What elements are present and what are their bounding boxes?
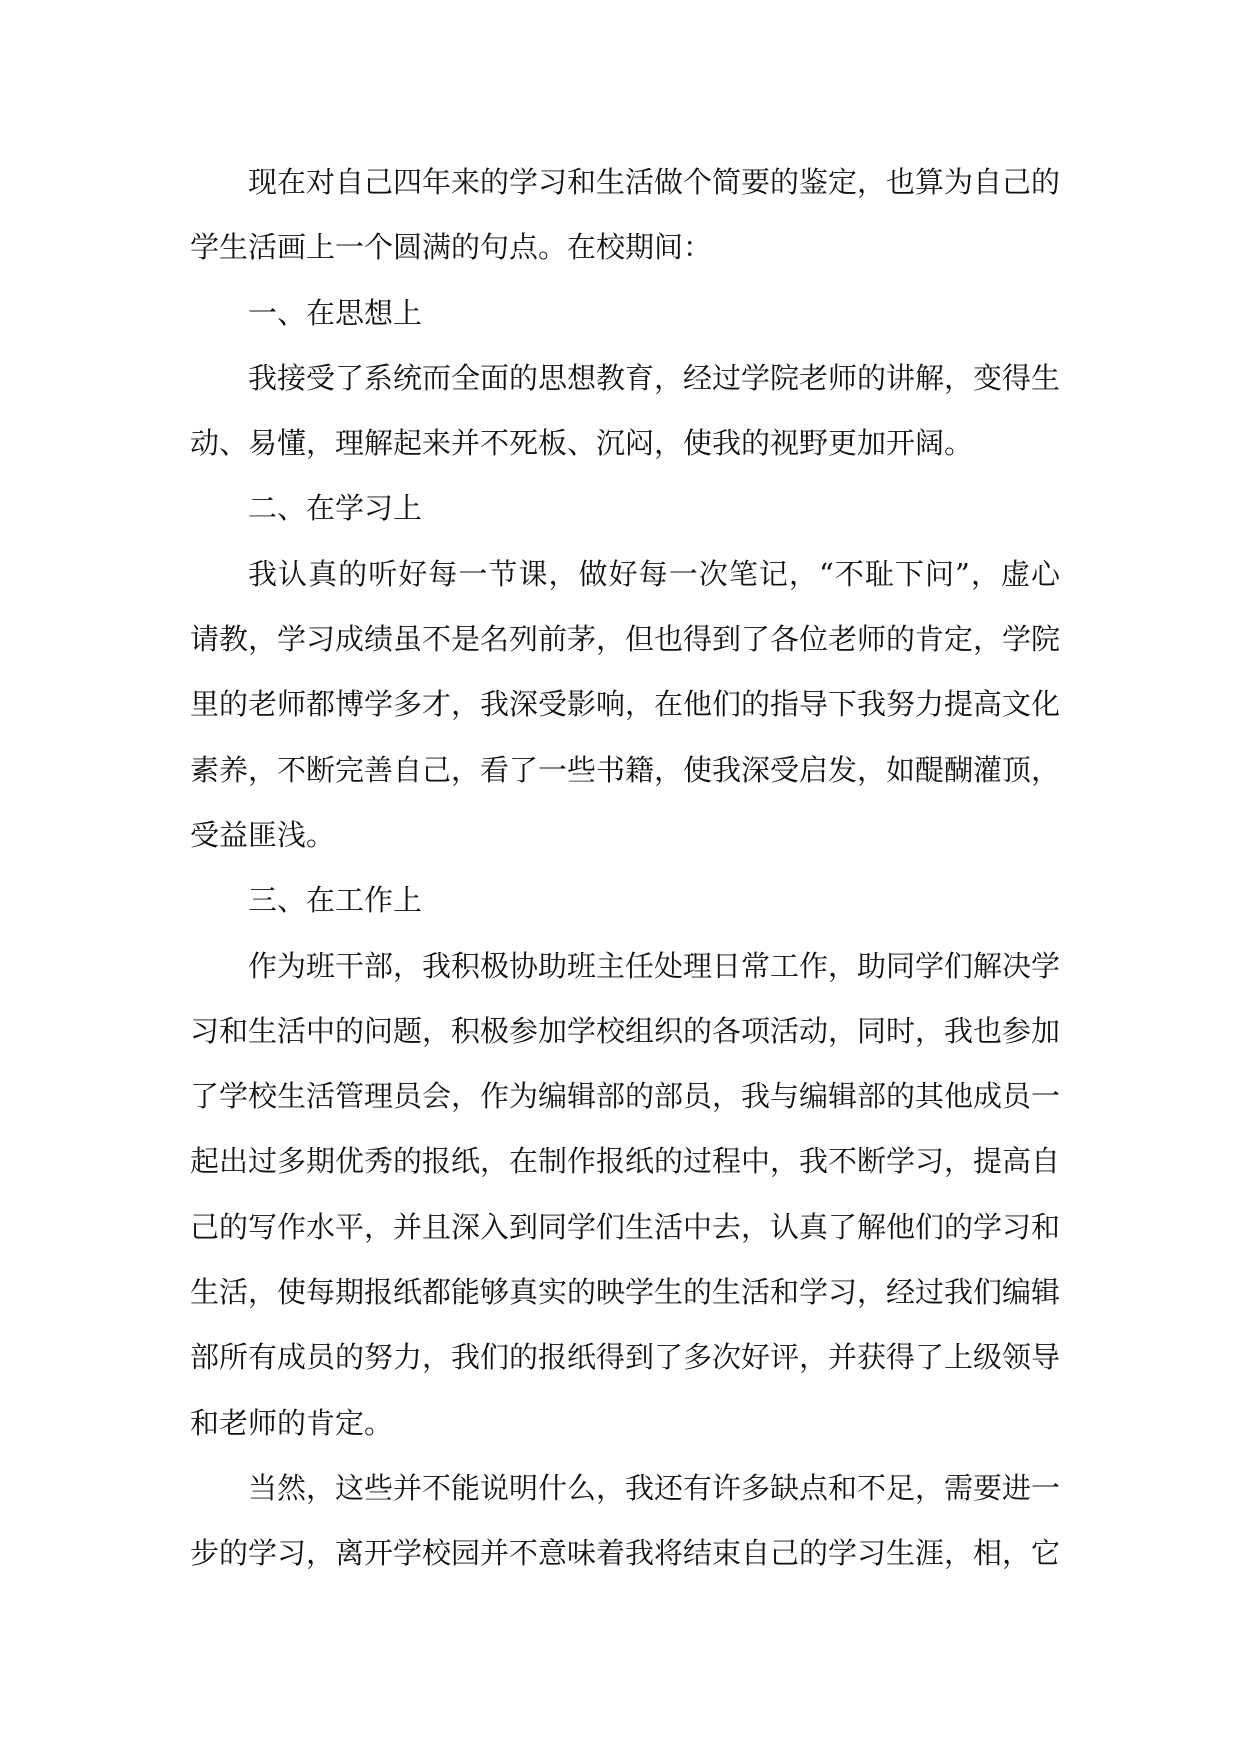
section-heading-work: 三、在工作上: [248, 883, 423, 918]
section-heading-study: 二、在学习上: [248, 491, 423, 526]
paragraph-work: 作为班干部，我积极协助班主任处理日常工作，助同学们解决学习和生活中的问题，积极参加学校组织的各项活动，同时，我也参加了学校生活管理员会，作为编辑部的部员，我与编辑部的其他成员一起出过多期优秀的报纸，在制作报纸的过程中，我不断学习，提高自己的写作水平，并且深入到同学们生活中去，认真了解他们的学习和生活，使每期报纸都能够真实的映学生的生活和学习，经过我们编辑部所有成员的努力，我们的报纸得到了多次好评，并获得了上级领导和老师的肯定。: [190, 948, 1061, 1440]
section-heading-thought: 一、在思想上: [248, 295, 423, 330]
paragraph-study: 我认真的听好每一节课，做好每一次笔记，“不耻下问”，虚心请教，学习成绩虽不是名列前茅，但也得到了各位老师的肯定，学院里的老师都博学多才，我深受影响，在他们的指导下我努力提高文化素养，不断完善自己，看了一些书籍，使我深受启发，如醍醐灌顶，受益匪浅。: [190, 556, 1061, 852]
paragraph-intro: 现在对自己四年来的学习和生活做个简要的鉴定，也算为自己的学生活画上一个圆满的句点。在校期间：: [190, 165, 1061, 265]
paragraph-thought: 我接受了系统而全面的思想教育，经过学院老师的讲解，变得生动、易懂，理解起来并不死板、沉闷，使我的视野更加开阔。: [190, 360, 1061, 461]
paragraph-conclusion: 当然，这些并不能说明什么，我还有许多缺点和不足，需要进一步的学习，离开学校园并不意味着我将结束自己的学习生涯，相，它: [190, 1470, 1061, 1571]
document-body: [190, 150, 1060, 1587]
